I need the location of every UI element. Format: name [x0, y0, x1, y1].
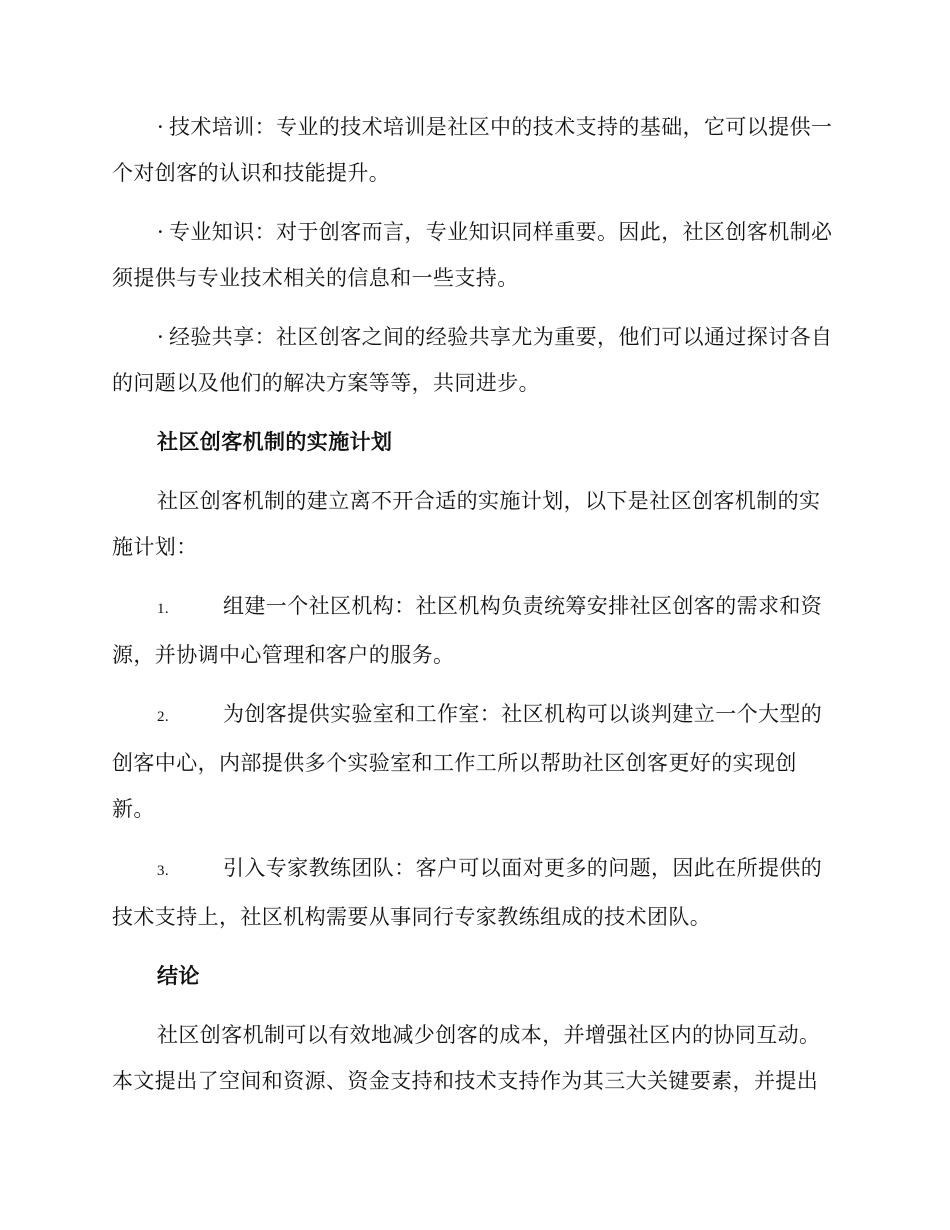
item-number: 2. [157, 709, 170, 725]
bullet-text: 经验共享：社区创客之间的经验共享尤为重要，他们可以通过探讨各自的问题以及他们的解决方案等等，共同进步。 [112, 325, 833, 395]
section-heading: 结论 [157, 963, 200, 988]
item-text: 引入专家教练团队：客户可以面对更多的问题，因此在所提供的技术支持上，社区机构需要从事同行专家教练组成的技术团队。 [112, 856, 823, 929]
bullet-item [112, 209, 834, 301]
bullet-marker: · [157, 115, 165, 139]
bullet-marker: · [157, 325, 165, 349]
item-number: 1. [157, 601, 170, 617]
item-text: 组建一个社区机构：社区机构负责统筹安排社区创客的需求和资源，并协调中心管理和客户的服务。 [112, 594, 823, 667]
item-number: 3. [157, 863, 170, 879]
bullet-item [112, 104, 834, 196]
bullet-marker: · [157, 220, 165, 244]
item-text: 为创客提供实验室和工作室：社区机构可以谈判建立一个大型的创客中心，内部提供多个实验室和工作工所以帮助社区创客更好的实现创新。 [112, 702, 823, 821]
numbered-item [112, 845, 834, 940]
document-page [112, 104, 834, 1104]
bullet-text: 技术培训：专业的技术培训是社区中的技术支持的基础，它可以提供一个对创客的认识和技能提升。 [112, 115, 833, 185]
numbered-item [112, 691, 834, 832]
body-paragraph: 社区创客机制的建立离不开合适的实施计划，以下是社区创客机制的实施计划： [112, 489, 821, 559]
numbered-item [112, 583, 834, 678]
body-paragraph: 社区创客机制可以有效地减少创客的成本，并增强社区内的协同互动。本文提出了空间和资源、资金支持和技术支持作为其三大关键要素，并提出 [112, 1023, 821, 1093]
section-heading: 社区创客机制的实施计划 [157, 429, 393, 454]
bullet-item [112, 314, 834, 406]
bullet-text: 专业知识：对于创客而言，专业知识同样重要。因此，社区创客机制必须提供与专业技术相关的信息和一些支持。 [112, 220, 833, 290]
